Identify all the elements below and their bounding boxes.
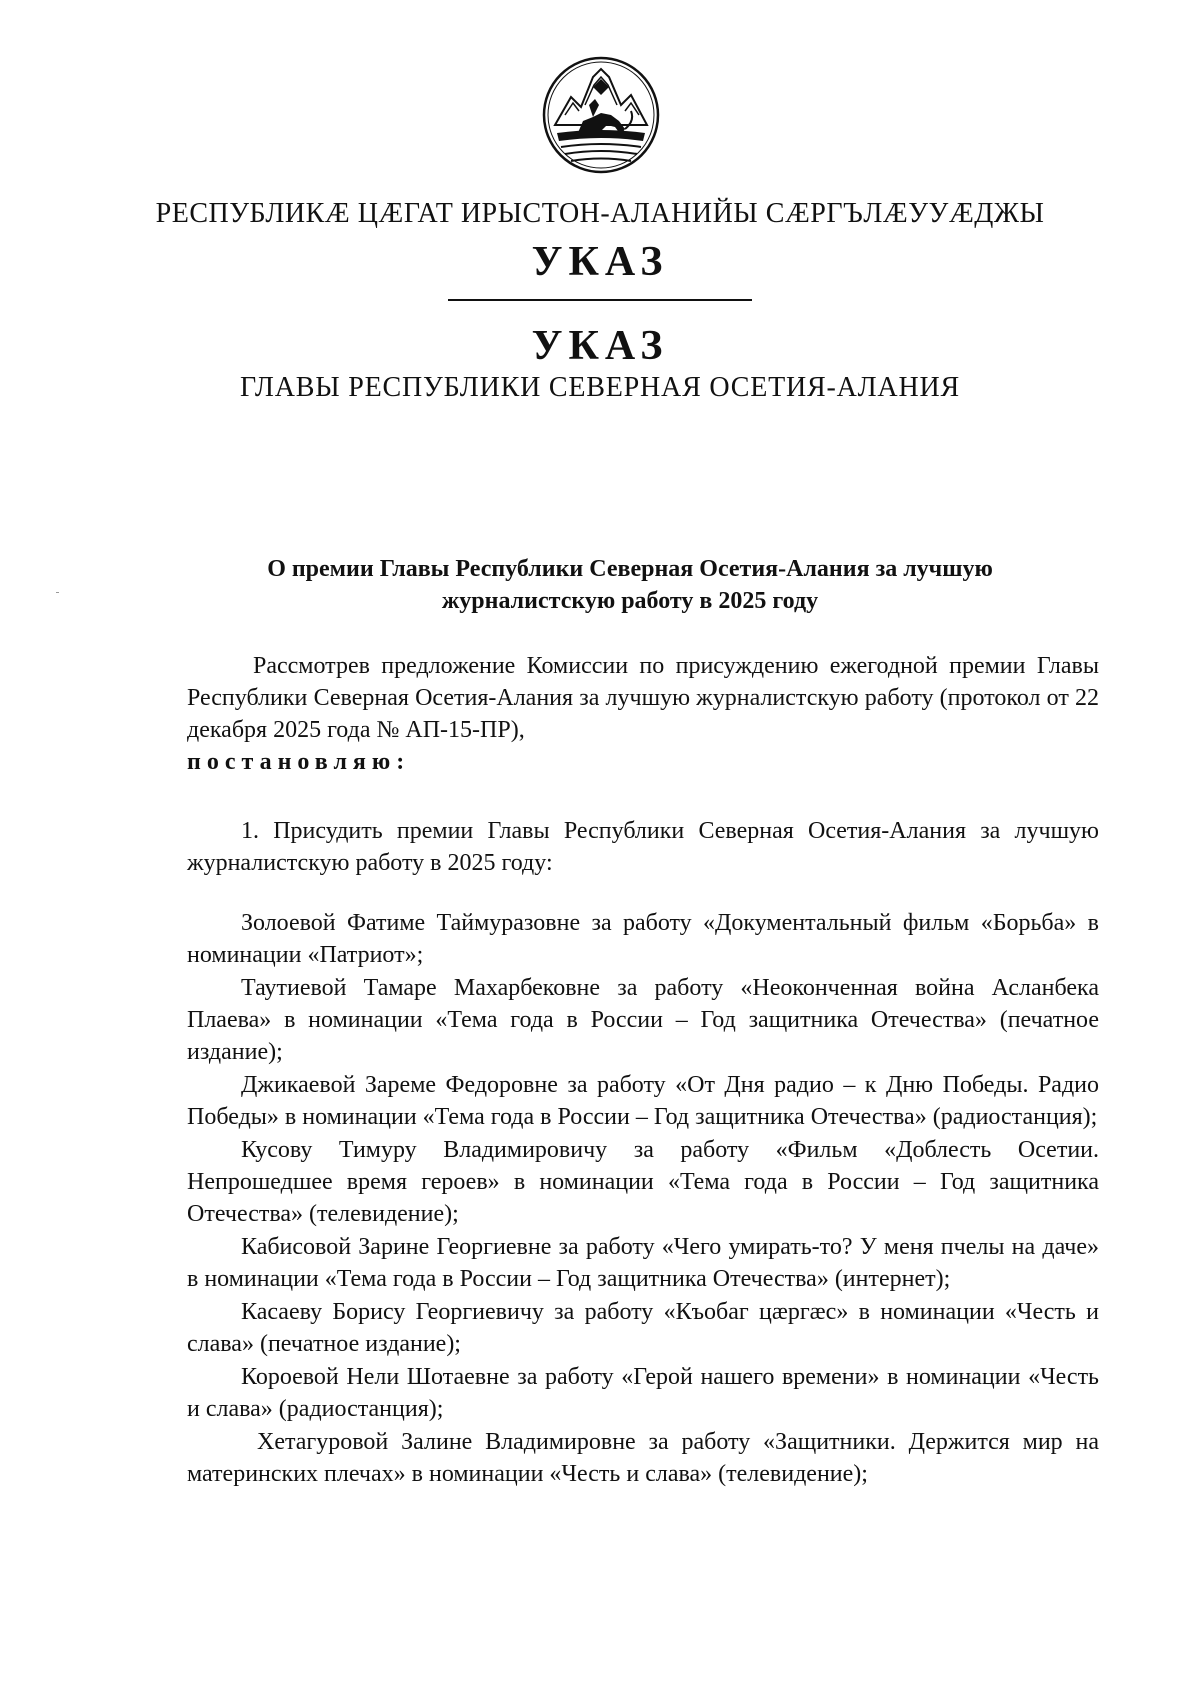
awards-list xyxy=(187,907,1099,1491)
award-item: Таутиевой Тамаре Махарбековне за работу «Неоконченная война Асланбека Плаева» в номинации «Тема года в России – Год защитника Отечества» (печатное издание); xyxy=(187,975,1099,1065)
award-item: Короевой Нели Шотаевне за работу «Герой нашего времени» в номинации «Честь и слава» (радиостанция); xyxy=(187,1364,1099,1422)
scan-margin-mark xyxy=(56,592,59,593)
ukaz-heading-russian: УКАЗ xyxy=(531,323,669,369)
ukaz-heading-ossetian: УКАЗ xyxy=(531,239,669,285)
ossetian-header-title: РЕСПУБЛИКӔ ЦӔГАТ ИРЫСТОН-АЛАНИЙЫ СӔРГЪЛӔУУӔДЖЫ xyxy=(155,198,1045,229)
award-item: Касаеву Борису Георгиевичу за работу «Къобаг цæргæс» в номинации «Честь и слава» (печатное издание); xyxy=(187,1299,1099,1357)
intro-paragraph: Рассмотрев предложение Комиссии по присуждению ежегодной премии Главы Республики Северная Осетия-Алания за лучшую журналистскую работу (протокол от 22 декабря 2025 года № АП-15-ПР), xyxy=(187,653,1099,743)
award-item: Кусову Тимуру Владимировичу за работу «Фильм «Доблесть Осетии. Непрошедшее время героев» в номинации «Тема года в России – Год защитника Отечества» (телевидение); xyxy=(187,1137,1099,1227)
coat-of-arms-icon xyxy=(541,55,661,175)
award-item: Кабисовой Зарине Георгиевне за работу «Чего умирать-то? У меня пчелы на даче» в номинации «Тема года в России – Год защитника Отечества» (интернет); xyxy=(187,1234,1099,1292)
header-divider xyxy=(448,299,752,301)
award-item: Джикаевой Зареме Федоровне за работу «От Дня радио – к Дню Победы. Радио Победы» в номинации «Тема года в России – Год защитника Отечества» (радиостанция); xyxy=(187,1072,1099,1130)
award-item: Золоевой Фатиме Таймуразовне за работу «Документальный фильм «Борьба» в номинации «Патриот»; xyxy=(187,910,1099,968)
coat-of-arms-emblem xyxy=(541,55,661,175)
decree-word: постановляю: xyxy=(187,749,411,775)
russian-header-title: ГЛАВЫ РЕСПУБЛИКИ СЕВЕРНАЯ ОСЕТИЯ-АЛАНИЯ xyxy=(240,372,960,403)
award-item: Хетагуровой Залине Владимировне за работу «Защитники. Держится мир на материнских плечах» в номинации «Честь и слава» (телевидение); xyxy=(187,1429,1099,1487)
item-1-paragraph: 1. Присудить премии Главы Республики Северная Осетия-Алания за лучшую журналистскую работу в 2025 году: xyxy=(187,818,1099,876)
document-title: О премии Главы Республики Северная Осетия-Алания за лучшую журналистскую работу в 2025 году xyxy=(267,556,993,614)
